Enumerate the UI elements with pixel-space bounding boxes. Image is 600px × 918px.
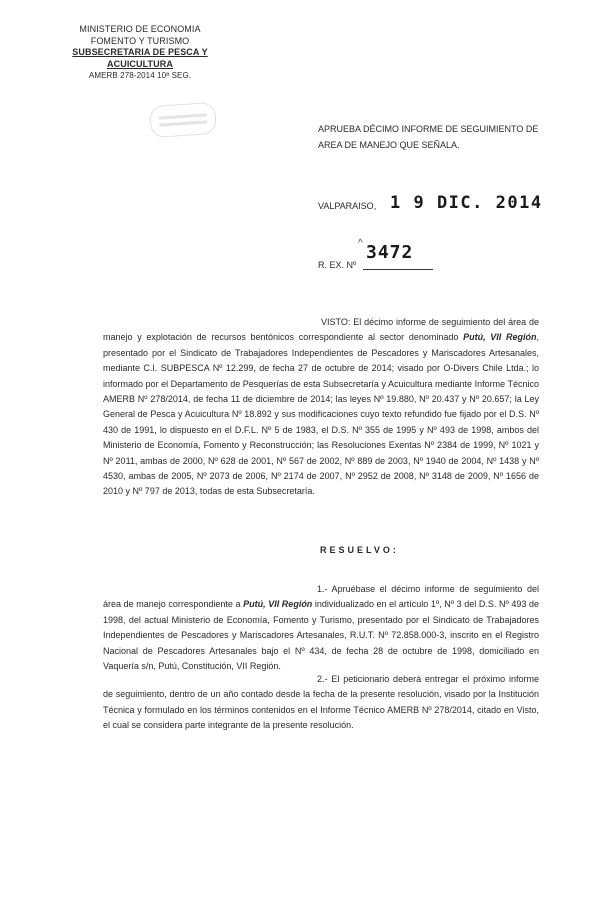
item1-text-b: individualizado en el artículo 1º, Nº 3 del D.S. Nº 493 de 1998, del actual Ministerio de Economía, Fomento y Turismo, presentado por el Sindicato de Trabajadores Independientes de Pescadores y Mariscadores Artesanales, R.U.T. Nº 72.858.000-3, inscrito en el Registro Nacional de Pescadores Artesanales bajo el Nº 434, de fecha 28 de octubre de 1998, domiciliado en Vaquería s/n, Putú, Constitución, VII Región.: [103, 599, 540, 672]
resuelvo-heading: RESUELVO:: [320, 545, 399, 555]
subsecretariat-name: SUBSECRETARIA DE PESCA Y ACUICULTURA: [72, 47, 208, 69]
visto-text-b: , presentado por el Sindicato de Trabajadores Independientes de Pescadores y Mariscadores Artesanales, mediante C.I. SUBPESCA Nº 12.299, de fecha 27 de octubre de 2014; visado por O-Divers Chile Ltda.; lo informado por el Departamento de Pesquerías de esta Subsecretaría y Acuicultura mediante Informe Técnico AMERB Nº 278/2014, de fecha 11 de diciembre de 2014; las leyes Nº 19.880, Nº 20.437 y Nº 20.657; la Ley General de Pesca y Acuicultura Nº 18.892 y sus modificaciones cuyo texto refundido fue fijado por el D.S. Nº 430 de 1991, lo dispuesto en el D.F.L. Nº 5 de 1983, el D.S. Nº 355 de 1995 y Nº 493 de 1998, ambos del Ministerio de Economía, Fomento y Reconstrucción; las Resoluciones Exentas Nº 2384 de 1999, Nº 1021 y Nº 2011, ambas de 2000, Nº 628 de 2001, Nº 567 de 2002, Nº 889 de 2003, Nº 1940 de 2004, Nº 1438 y Nº 4530, ambas de 2005, Nº 2073 de 2006, Nº 2174 de 2007, Nº 2952 de 2008, Nº 3148 de 2009, Nº 1656 de 2010 y Nº 797 de 2013, todas de esta Subsecretaría.: [103, 332, 540, 497]
visto-text-a: El décimo informe de seguimiento del área de manejo y explotación de recursos bentónicos correspondiente al sector denominado: [103, 317, 539, 343]
visto-paragraph: [103, 315, 539, 500]
resolution-number: 3472: [366, 242, 414, 263]
number-underline: [363, 269, 433, 270]
resolution-item-2: 2.- El peticionario deberá entregar el próximo informe de seguimiento, dentro de un año contado desde la fecha de la presente resolución, visado por la Institución Técnica y formulado en los términos contenidos en el Informe Técnico AMERB Nº 278/2014, citado en Visto, el cual se considera parte integrante de la presente resolución.: [103, 674, 539, 731]
item1-place: Putú, VII Región: [243, 599, 313, 610]
item1-text-a: 1.- Apruébase el décimo informe de seguimiento del área de manejo correspondiente a: [103, 584, 539, 610]
ministry-subtitle: FOMENTO Y TURISMO: [90, 35, 190, 46]
reference-code: AMERB 278-2014 10ª SEG.: [88, 71, 192, 80]
resolution-number-block: [318, 238, 448, 274]
ministry-name: MINISTERIO DE ECONOMIA: [79, 24, 201, 34]
city-label: VALPARAISO,: [318, 201, 377, 211]
visto-label: VISTO:: [321, 317, 351, 327]
dateline: [318, 193, 548, 217]
faded-stamp: [149, 102, 217, 139]
date-stamp: 1 9 DIC. 2014: [390, 193, 543, 213]
subject-text: APRUEBA DÉCIMO INFORME DE SEGUIMIENTO DE AREA DE MANEJO QUE SEÑALA.: [318, 124, 539, 150]
resolution-item-1: [103, 582, 539, 674]
caret-mark: ^: [358, 238, 363, 249]
resolution-label: R. EX. Nº: [318, 260, 357, 270]
visto-place: Putú, VII Región: [463, 332, 537, 343]
letterhead: [40, 24, 240, 82]
